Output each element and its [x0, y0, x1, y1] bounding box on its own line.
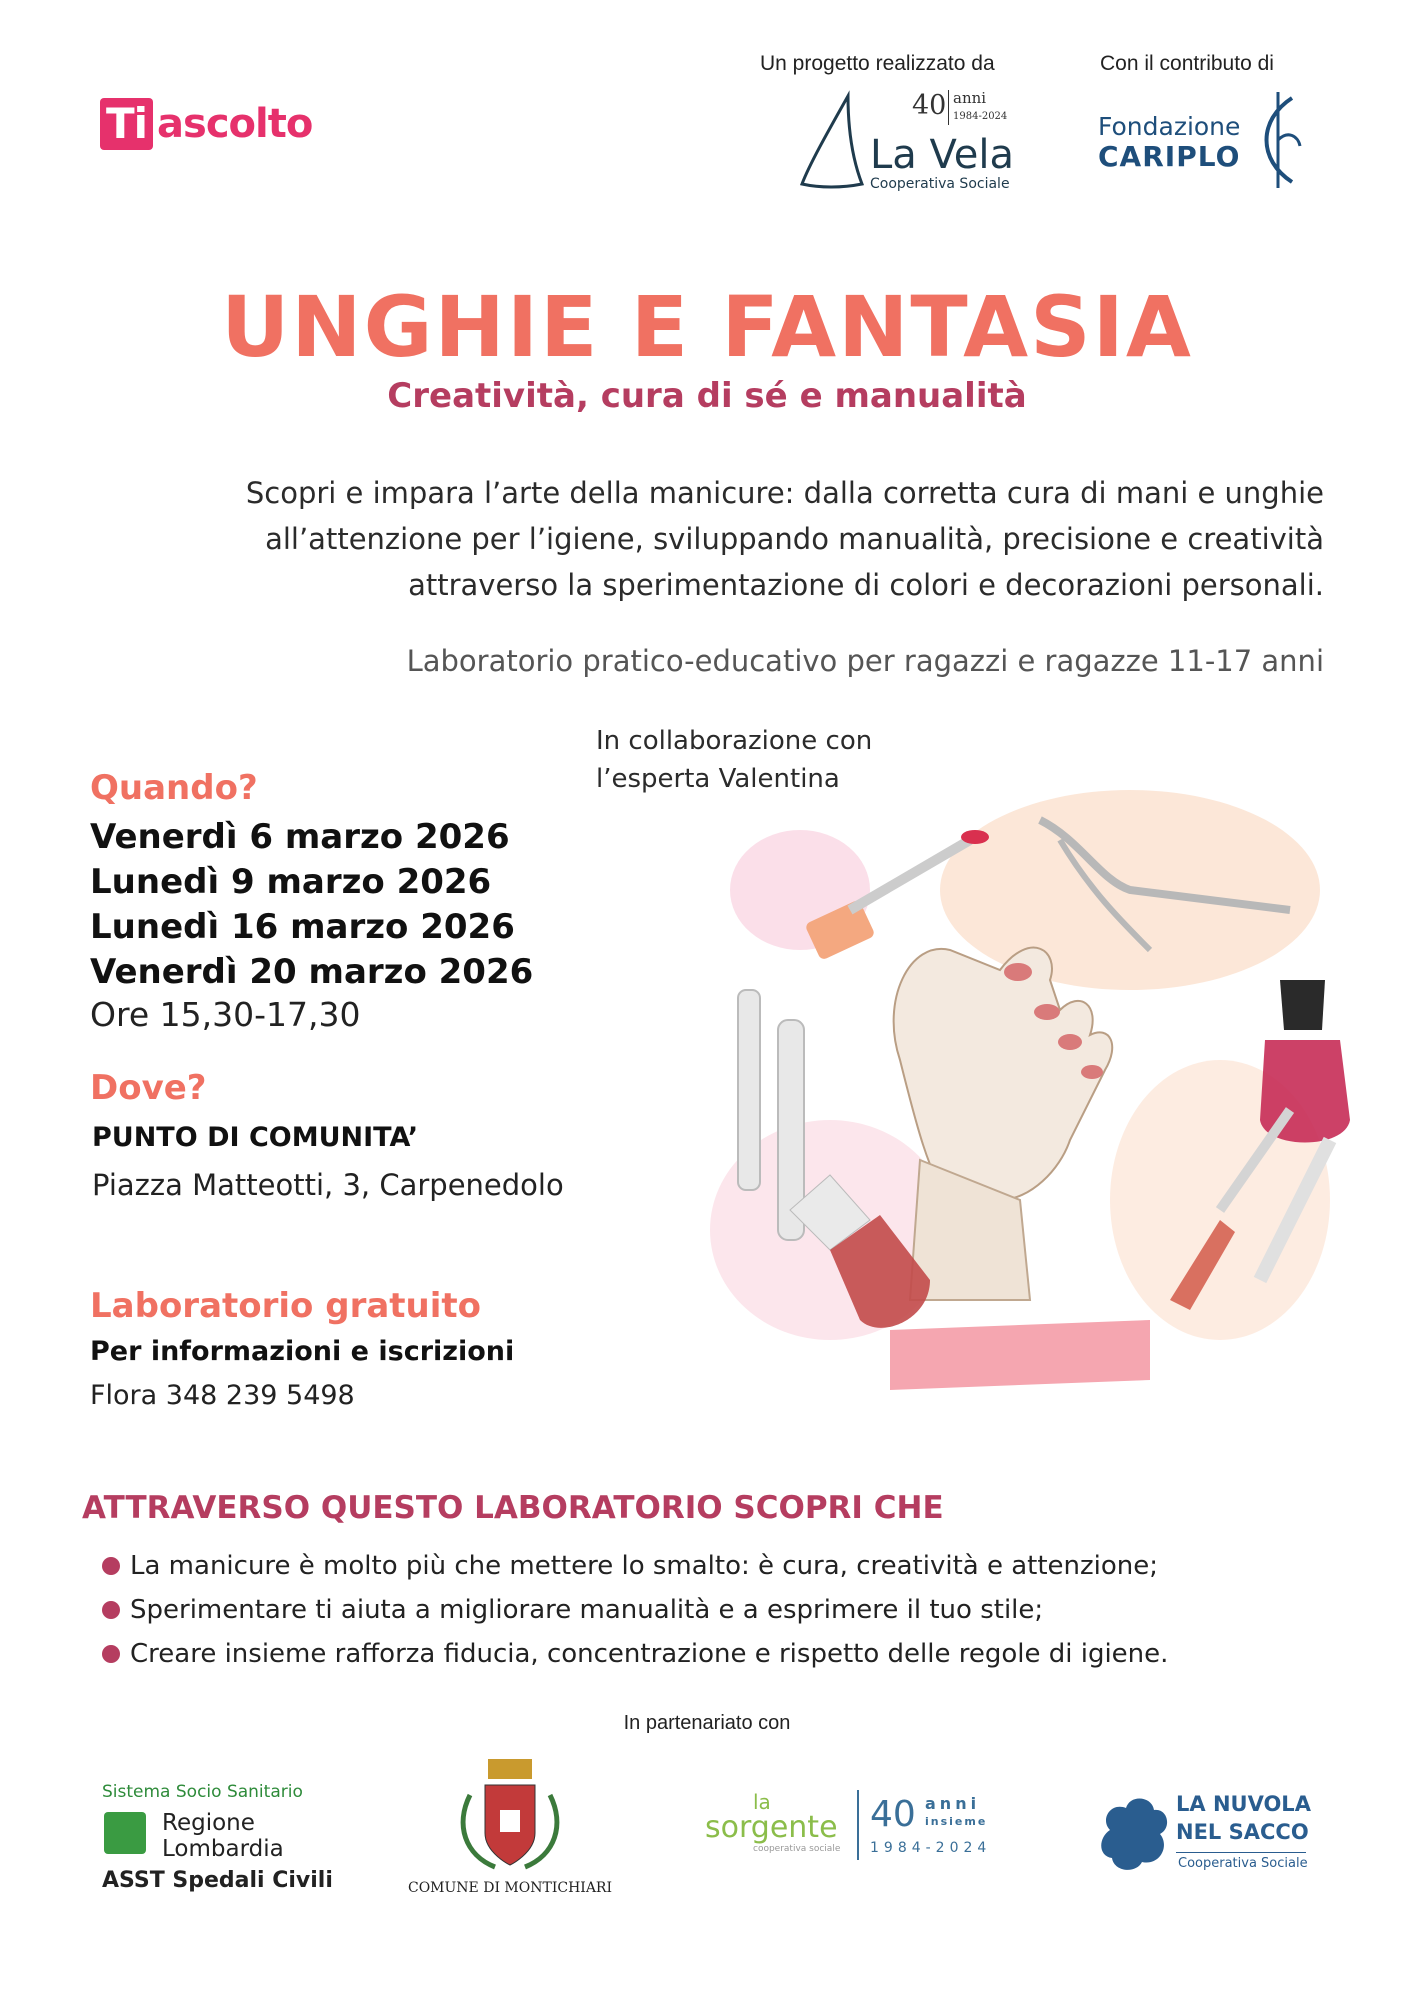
- manicure-illustration: [700, 780, 1350, 1410]
- date-item: Lunedì 9 marzo 2026: [90, 862, 492, 902]
- sorgente-sub: cooperativa sociale: [753, 1844, 841, 1854]
- sorgente-name: sorgente: [705, 1810, 838, 1845]
- venue-address: Piazza Matteotti, 3, Carpenedolo: [92, 1168, 564, 1202]
- regione-lombardia-logo: [102, 1782, 362, 1902]
- hours: Ore 15,30-17,30: [90, 995, 361, 1034]
- ssr-region-name: Regione Lombardia: [162, 1810, 284, 1862]
- list-item: Sperimentare ti aiuta a migliorare manualità e a esprimere il tuo stile;: [98, 1588, 1168, 1632]
- montichiari-logo: [400, 1755, 620, 1900]
- la-vela-coop: Cooperativa Sociale: [870, 176, 1010, 192]
- collab-line-2: l’esperta Valentina: [596, 764, 840, 794]
- ti-ascolto-logo: [100, 98, 312, 150]
- bullet-icon: [102, 1645, 120, 1663]
- discover-list: [98, 1544, 1168, 1676]
- list-item: La manicure è molto più che mettere lo smalto: è cura, creatività e attenzione;: [98, 1544, 1168, 1588]
- cariplo-logo: [1098, 90, 1308, 190]
- date-item: Venerdì 6 marzo 2026: [90, 817, 510, 857]
- where-heading: Dove?: [90, 1068, 207, 1108]
- cariplo-name: CARIPLO: [1098, 140, 1241, 173]
- venue-name: PUNTO DI COMUNITA’: [92, 1122, 419, 1153]
- sorgente-la: la: [753, 1790, 771, 1814]
- polish-bottle-icon: [1280, 980, 1325, 1030]
- contact-phone[interactable]: Flora 348 239 5498: [90, 1380, 355, 1411]
- ssr-top-text: Sistema Socio Sanitario: [102, 1782, 303, 1802]
- project-label: Un progetto realizzato da: [760, 52, 995, 75]
- sorgente-years: 1984-2024: [870, 1840, 992, 1856]
- sorgente-anni: anni insieme: [925, 1794, 988, 1828]
- la-vela-anni: anni 1984-2024: [948, 90, 1007, 125]
- partners-label: In partenariato con: [623, 1712, 791, 1734]
- cariplo-fondazione: Fondazione: [1098, 112, 1241, 141]
- cloud-sack-icon: [1096, 1790, 1172, 1874]
- divider: [1176, 1852, 1306, 1853]
- coat-of-arms-icon: [400, 1755, 620, 1877]
- bullet-icon: [102, 1601, 120, 1619]
- la-vela-name: La Vela: [870, 132, 1015, 178]
- bullet-icon: [102, 1557, 120, 1575]
- divider: [857, 1790, 859, 1860]
- montichiari-label: COMUNE DI MONTICHIARI: [407, 1880, 612, 1896]
- nuvola-coop: Cooperativa Sociale: [1178, 1856, 1308, 1871]
- free-lab-heading: Laboratorio gratuito: [90, 1286, 482, 1326]
- cariplo-emblem-icon: [1248, 90, 1308, 190]
- ssr-asst: ASST Spedali Civili: [102, 1868, 333, 1893]
- dates-list: [90, 815, 533, 995]
- date-item: Lunedì 16 marzo 2026: [90, 907, 515, 947]
- la-vela-40: 40: [912, 90, 947, 121]
- regione-cross-icon: [104, 1812, 146, 1854]
- la-vela-logo: [800, 88, 1020, 193]
- lab-description: Laboratorio pratico-educativo per ragazzi e ragazze 11-17 anni: [406, 644, 1324, 678]
- sorgente-40: 40: [870, 1794, 916, 1835]
- logo-ascolto: ascolto: [157, 101, 313, 147]
- logo-ti: Ti: [100, 98, 153, 150]
- page-title: UNGHIE E FANTASIA: [221, 278, 1193, 376]
- sail-icon: [800, 88, 870, 193]
- info-heading: Per informazioni e iscrizioni: [90, 1336, 515, 1367]
- contrib-label: Con il contributo di: [1100, 52, 1274, 75]
- collab-line-1: In collaborazione con: [596, 726, 873, 756]
- nuvola-title: LA NUVOLA NEL SACCO: [1176, 1792, 1311, 1844]
- list-item: Creare insieme rafforza fiducia, concentrazione e rispetto delle regole di igiene.: [98, 1632, 1168, 1676]
- nuvola-nel-sacco-logo: [1096, 1790, 1336, 1880]
- la-sorgente-logo: [705, 1790, 1015, 1870]
- when-heading: Quando?: [90, 768, 258, 808]
- toe-separator-icon: [890, 1320, 1150, 1390]
- discover-heading: ATTRAVERSO QUESTO LABORATORIO SCOPRI CHE: [82, 1490, 944, 1526]
- intro-text: Scopri e impara l’arte della manicure: dalla corretta cura di mani e unghie all’attenzione per l’igiene, sviluppando manualità, precisione e creatività attraverso la sperimentazione di colori e decorazioni personali.: [245, 476, 1324, 602]
- page-subtitle: Creatività, cura di sé e manualità: [387, 376, 1027, 416]
- date-item: Venerdì 20 marzo 2026: [90, 952, 534, 992]
- cuticle-tool-icon: [738, 990, 760, 1190]
